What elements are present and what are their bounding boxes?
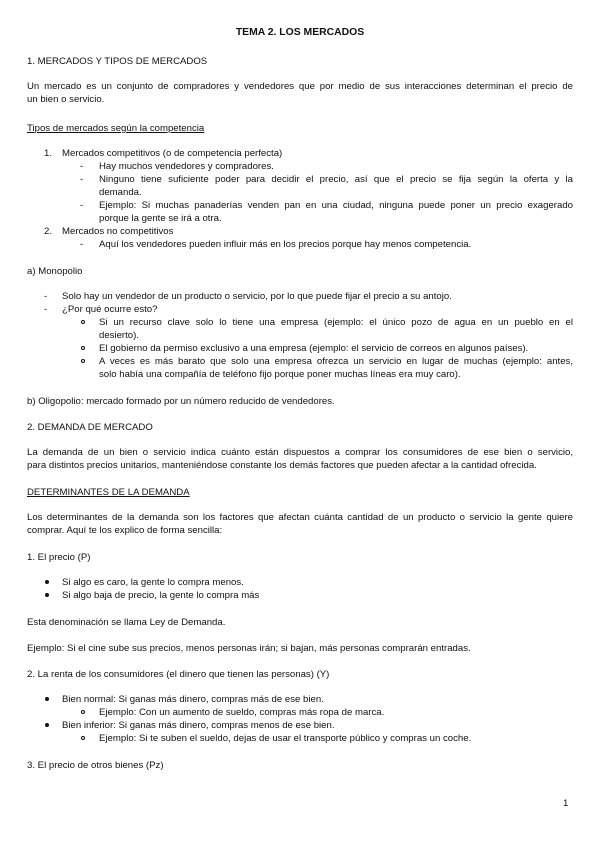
market-definition-line-1: Un mercado es un conjunto de compradores y vendedores que por medio de sus interacciones determinan el precio de	[27, 81, 573, 92]
page-title: TEMA 2. LOS MERCADOS	[235, 27, 365, 38]
income-heading: 2. La renta de los consumidores (el dinero que tienen las personas) (Y)	[27, 669, 330, 680]
price-bullet-2: Si algo baja de precio, la gente lo compra más	[62, 590, 260, 601]
monopoly-bullet-1: Solo hay un vendedor de un producto o servicio, por lo que puede fijar el precio a su antojo.	[62, 291, 452, 302]
inferior-good-bullet: Bien inferior: Si ganas más dinero, compras menos de ese bien.	[62, 720, 335, 731]
monopoly-cause-3-line-2: solo había una compañía de teléfono fijo porque poner muchas líneas era muy caro).	[99, 369, 461, 380]
price-heading: 1. El precio (P)	[27, 552, 91, 563]
monopoly-heading: a) Monopolio	[27, 266, 83, 277]
cinema-example: Ejemplo: Si el cine sube sus precios, menos personas irán; si bajan, más personas comprarán entradas.	[27, 643, 471, 654]
list-number-1: 1.	[44, 148, 53, 159]
oligopoly-heading: b) Oligopolio: mercado formado por un número reducido de vendedores.	[27, 396, 335, 407]
market-definition-line-2: un bien o servicio.	[27, 94, 105, 105]
monopoly-cause-3-line-1: A veces es más barato que solo una empresa ofrezca un servicio en lugar de muchas (ejemplo: antes,	[99, 356, 573, 367]
bullet-icon	[45, 723, 49, 727]
circle-bullet-icon	[81, 736, 85, 740]
competitive-bullet-2-line-1: Ninguno tiene suficiente poder para decidir el precio, así que el precio se fija según la oferta y la	[99, 174, 573, 185]
monopoly-cause-2: El gobierno da permiso exclusivo a una empresa (ejemplo: el servicio de correos en algunos países).	[99, 343, 529, 354]
competitive-markets-item: Mercados competitivos (o de competencia perfecta)	[62, 148, 283, 159]
normal-good-bullet: Bien normal: Si ganas más dinero, compras más de ese bien.	[62, 694, 324, 705]
demand-definition-line-1: La demanda de un bien o servicio indica cuánto están dispuestos a comprar los consumidores de ese bien o servicio,	[27, 447, 573, 458]
competitive-bullet-3-line-1: Ejemplo: Si muchas panaderías venden pan en una ciudad, ninguna puede poner un precio exagerado	[99, 200, 573, 211]
determinants-heading: DETERMINANTES DE LA DEMANDA	[27, 487, 190, 498]
non-competitive-markets-item: Mercados no competitivos	[62, 226, 174, 237]
bullet-icon	[45, 593, 49, 597]
bullet-icon	[45, 697, 49, 701]
monopoly-bullet-2: ¿Por qué ocurre esto?	[62, 304, 158, 315]
normal-good-example: Ejemplo: Con un aumento de sueldo, compras más ropa de marca.	[99, 707, 385, 718]
page-number: 1	[563, 798, 569, 809]
dash-bullet: -	[80, 174, 84, 185]
law-of-demand: Esta denominación se llama Ley de Demanda.	[27, 617, 226, 628]
competitive-bullet-3-line-2: porque la gente se irá a otra.	[99, 213, 222, 224]
market-types-heading: Tipos de mercados según la competencia	[27, 123, 205, 134]
circle-bullet-icon	[81, 346, 85, 350]
price-bullet-1: Si algo es caro, la gente lo compra menos.	[62, 577, 244, 588]
section-1-heading: 1. MERCADOS Y TIPOS DE MERCADOS	[27, 56, 208, 67]
demand-definition-line-2: para distintos precios unitarios, manteniéndose constante los demás factores que pueden afectar a la cantidad ofrecida.	[27, 460, 537, 471]
list-number-2: 2.	[44, 226, 53, 237]
determinants-intro-line-2: comprar. Aquí te los explico de forma sencilla:	[27, 525, 223, 536]
circle-bullet-icon	[81, 710, 85, 714]
non-competitive-bullet-1: Aquí los vendedores pueden influir más en los precios porque hay menos competencia.	[99, 239, 472, 250]
competitive-bullet-2-line-2: demanda.	[99, 187, 142, 198]
determinants-intro-line-1: Los determinantes de la demanda son los factores que afectan cuánta cantidad de un producto o servicio la gente quiere	[27, 512, 573, 523]
dash-bullet: -	[44, 291, 48, 302]
dash-bullet: -	[80, 161, 84, 172]
dash-bullet: -	[80, 239, 84, 250]
monopoly-cause-1-line-1: Si un recurso clave solo lo tiene una empresa (ejemplo: el único pozo de agua en un pueblo en el	[99, 317, 573, 328]
circle-bullet-icon	[81, 359, 85, 363]
dash-bullet: -	[44, 304, 48, 315]
other-goods-price-heading: 3. El precio de otros bienes (Pz)	[27, 760, 164, 771]
dash-bullet: -	[80, 200, 84, 211]
monopoly-cause-1-line-2: desierto).	[99, 330, 139, 341]
competitive-bullet-1: Hay muchos vendedores y compradores.	[99, 161, 274, 172]
circle-bullet-icon	[81, 320, 85, 324]
bullet-icon	[45, 580, 49, 584]
inferior-good-example: Ejemplo: Si te suben el sueldo, dejas de usar el transporte público y compras un coche.	[99, 733, 472, 744]
section-2-heading: 2. DEMANDA DE MERCADO	[27, 422, 153, 433]
